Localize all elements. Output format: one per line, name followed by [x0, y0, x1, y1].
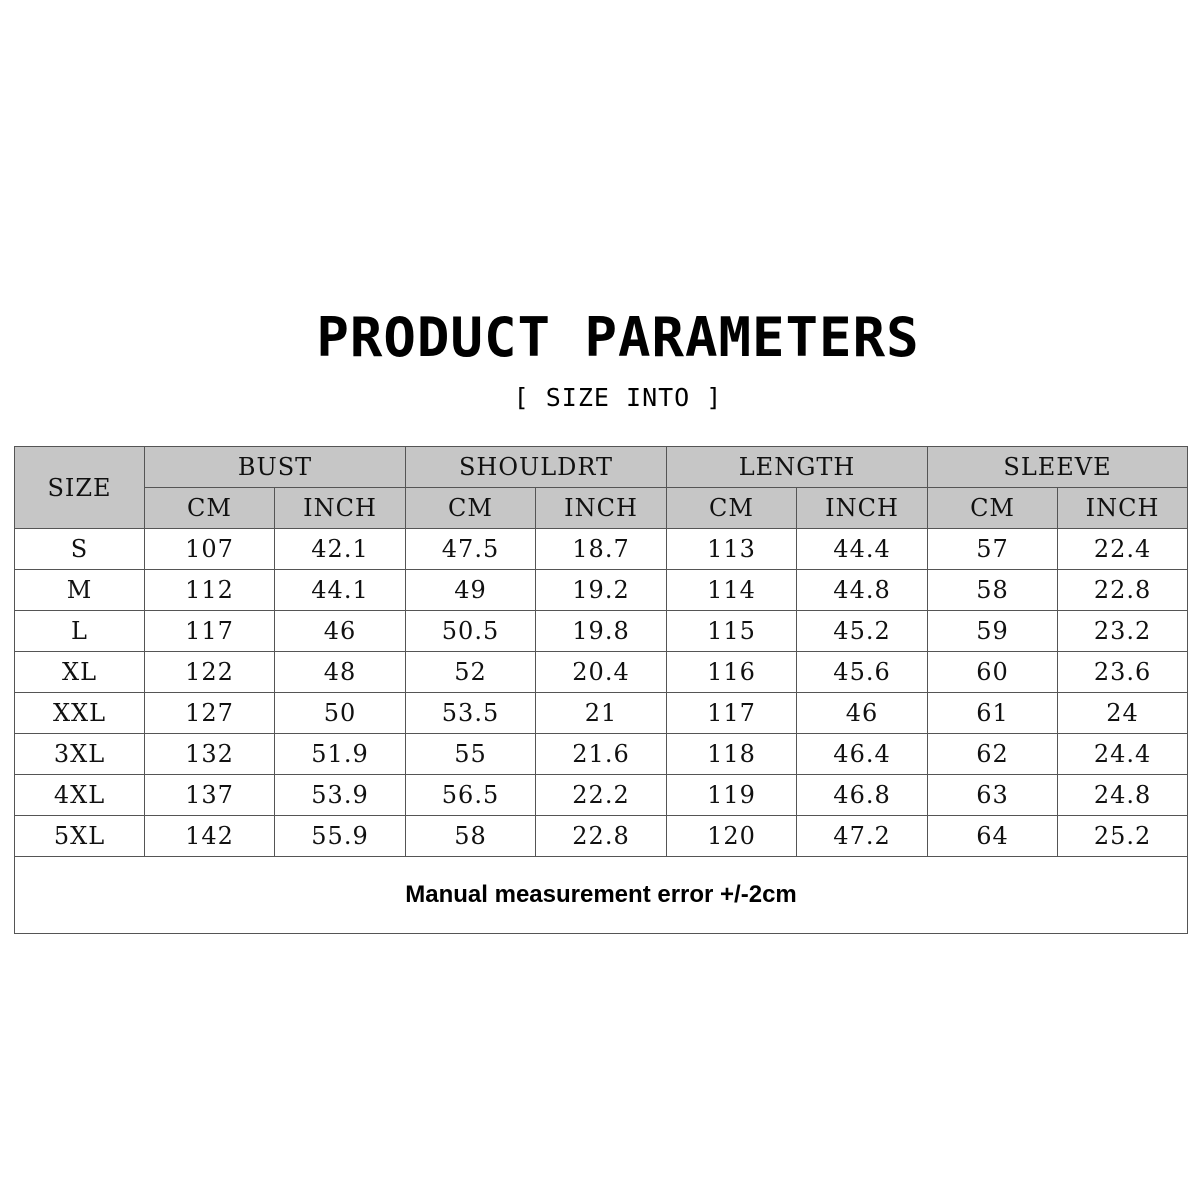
measurement-note: Manual measurement error +/-2cm: [15, 857, 1188, 934]
value-cell: 113: [667, 529, 797, 570]
value-cell: 24.4: [1058, 734, 1188, 775]
value-cell: 21.6: [536, 734, 667, 775]
value-cell: 60: [928, 652, 1058, 693]
value-cell: 44.8: [797, 570, 928, 611]
value-cell: 132: [145, 734, 275, 775]
value-cell: 48: [275, 652, 406, 693]
value-cell: 115: [667, 611, 797, 652]
page-subtitle: [ SIZE INTO ]: [513, 383, 723, 412]
table-row: [15, 734, 1188, 775]
value-cell: 47.5: [406, 529, 536, 570]
value-cell: 22.4: [1058, 529, 1188, 570]
value-cell: 21: [536, 693, 667, 734]
group-header-bust: BUST: [145, 447, 406, 488]
value-cell: 58: [406, 816, 536, 857]
unit-header-inch: INCH: [1058, 488, 1188, 529]
table-row: [15, 611, 1188, 652]
value-cell: 112: [145, 570, 275, 611]
value-cell: 49: [406, 570, 536, 611]
value-cell: 58: [928, 570, 1058, 611]
value-cell: 24.8: [1058, 775, 1188, 816]
value-cell: 116: [667, 652, 797, 693]
value-cell: 120: [667, 816, 797, 857]
value-cell: 44.1: [275, 570, 406, 611]
value-cell: 18.7: [536, 529, 667, 570]
page-title: PRODUCT PARAMETERS: [316, 306, 920, 369]
value-cell: 22.2: [536, 775, 667, 816]
value-cell: 64: [928, 816, 1058, 857]
value-cell: 56.5: [406, 775, 536, 816]
value-cell: 50.5: [406, 611, 536, 652]
value-cell: 44.4: [797, 529, 928, 570]
value-cell: 57: [928, 529, 1058, 570]
value-cell: 25.2: [1058, 816, 1188, 857]
value-cell: 114: [667, 570, 797, 611]
value-cell: 137: [145, 775, 275, 816]
value-cell: 51.9: [275, 734, 406, 775]
value-cell: 22.8: [1058, 570, 1188, 611]
unit-header-cm: CM: [928, 488, 1058, 529]
table-row: [15, 693, 1188, 734]
value-cell: 119: [667, 775, 797, 816]
value-cell: 23.2: [1058, 611, 1188, 652]
value-cell: 50: [275, 693, 406, 734]
size-table: [14, 446, 1188, 934]
value-cell: 23.6: [1058, 652, 1188, 693]
table-body: [15, 529, 1188, 857]
size-cell: 3XL: [15, 734, 145, 775]
table-row: [15, 816, 1188, 857]
value-cell: 45.2: [797, 611, 928, 652]
value-cell: 53.5: [406, 693, 536, 734]
value-cell: 24: [1058, 693, 1188, 734]
value-cell: 20.4: [536, 652, 667, 693]
table-row: [15, 775, 1188, 816]
value-cell: 118: [667, 734, 797, 775]
value-cell: 53.9: [275, 775, 406, 816]
size-cell: XXL: [15, 693, 145, 734]
size-cell: M: [15, 570, 145, 611]
value-cell: 117: [145, 611, 275, 652]
value-cell: 107: [145, 529, 275, 570]
value-cell: 47.2: [797, 816, 928, 857]
unit-header-inch: INCH: [536, 488, 667, 529]
size-cell: 5XL: [15, 816, 145, 857]
value-cell: 22.8: [536, 816, 667, 857]
value-cell: 62: [928, 734, 1058, 775]
value-cell: 127: [145, 693, 275, 734]
table-row: [15, 652, 1188, 693]
value-cell: 46: [275, 611, 406, 652]
value-cell: 63: [928, 775, 1058, 816]
value-cell: 46.4: [797, 734, 928, 775]
header-row-units: [15, 488, 1188, 529]
header-row-groups: [15, 447, 1188, 488]
value-cell: 46: [797, 693, 928, 734]
value-cell: 46.8: [797, 775, 928, 816]
value-cell: 52: [406, 652, 536, 693]
note-row: [15, 857, 1188, 934]
size-cell: XL: [15, 652, 145, 693]
table-row: [15, 570, 1188, 611]
size-header: SIZE: [15, 447, 145, 529]
group-header-length: LENGTH: [667, 447, 928, 488]
unit-header-cm: CM: [145, 488, 275, 529]
value-cell: 117: [667, 693, 797, 734]
value-cell: 55: [406, 734, 536, 775]
group-header-sleeve: SLEEVE: [928, 447, 1188, 488]
size-cell: 4XL: [15, 775, 145, 816]
value-cell: 19.2: [536, 570, 667, 611]
unit-header-cm: CM: [406, 488, 536, 529]
value-cell: 19.8: [536, 611, 667, 652]
size-cell: L: [15, 611, 145, 652]
value-cell: 45.6: [797, 652, 928, 693]
value-cell: 122: [145, 652, 275, 693]
value-cell: 59: [928, 611, 1058, 652]
unit-header-cm: CM: [667, 488, 797, 529]
value-cell: 142: [145, 816, 275, 857]
unit-header-inch: INCH: [275, 488, 406, 529]
value-cell: 42.1: [275, 529, 406, 570]
table-row: [15, 529, 1188, 570]
value-cell: 61: [928, 693, 1058, 734]
value-cell: 55.9: [275, 816, 406, 857]
size-cell: S: [15, 529, 145, 570]
unit-header-inch: INCH: [797, 488, 928, 529]
group-header-shoulder: SHOULDRT: [406, 447, 667, 488]
